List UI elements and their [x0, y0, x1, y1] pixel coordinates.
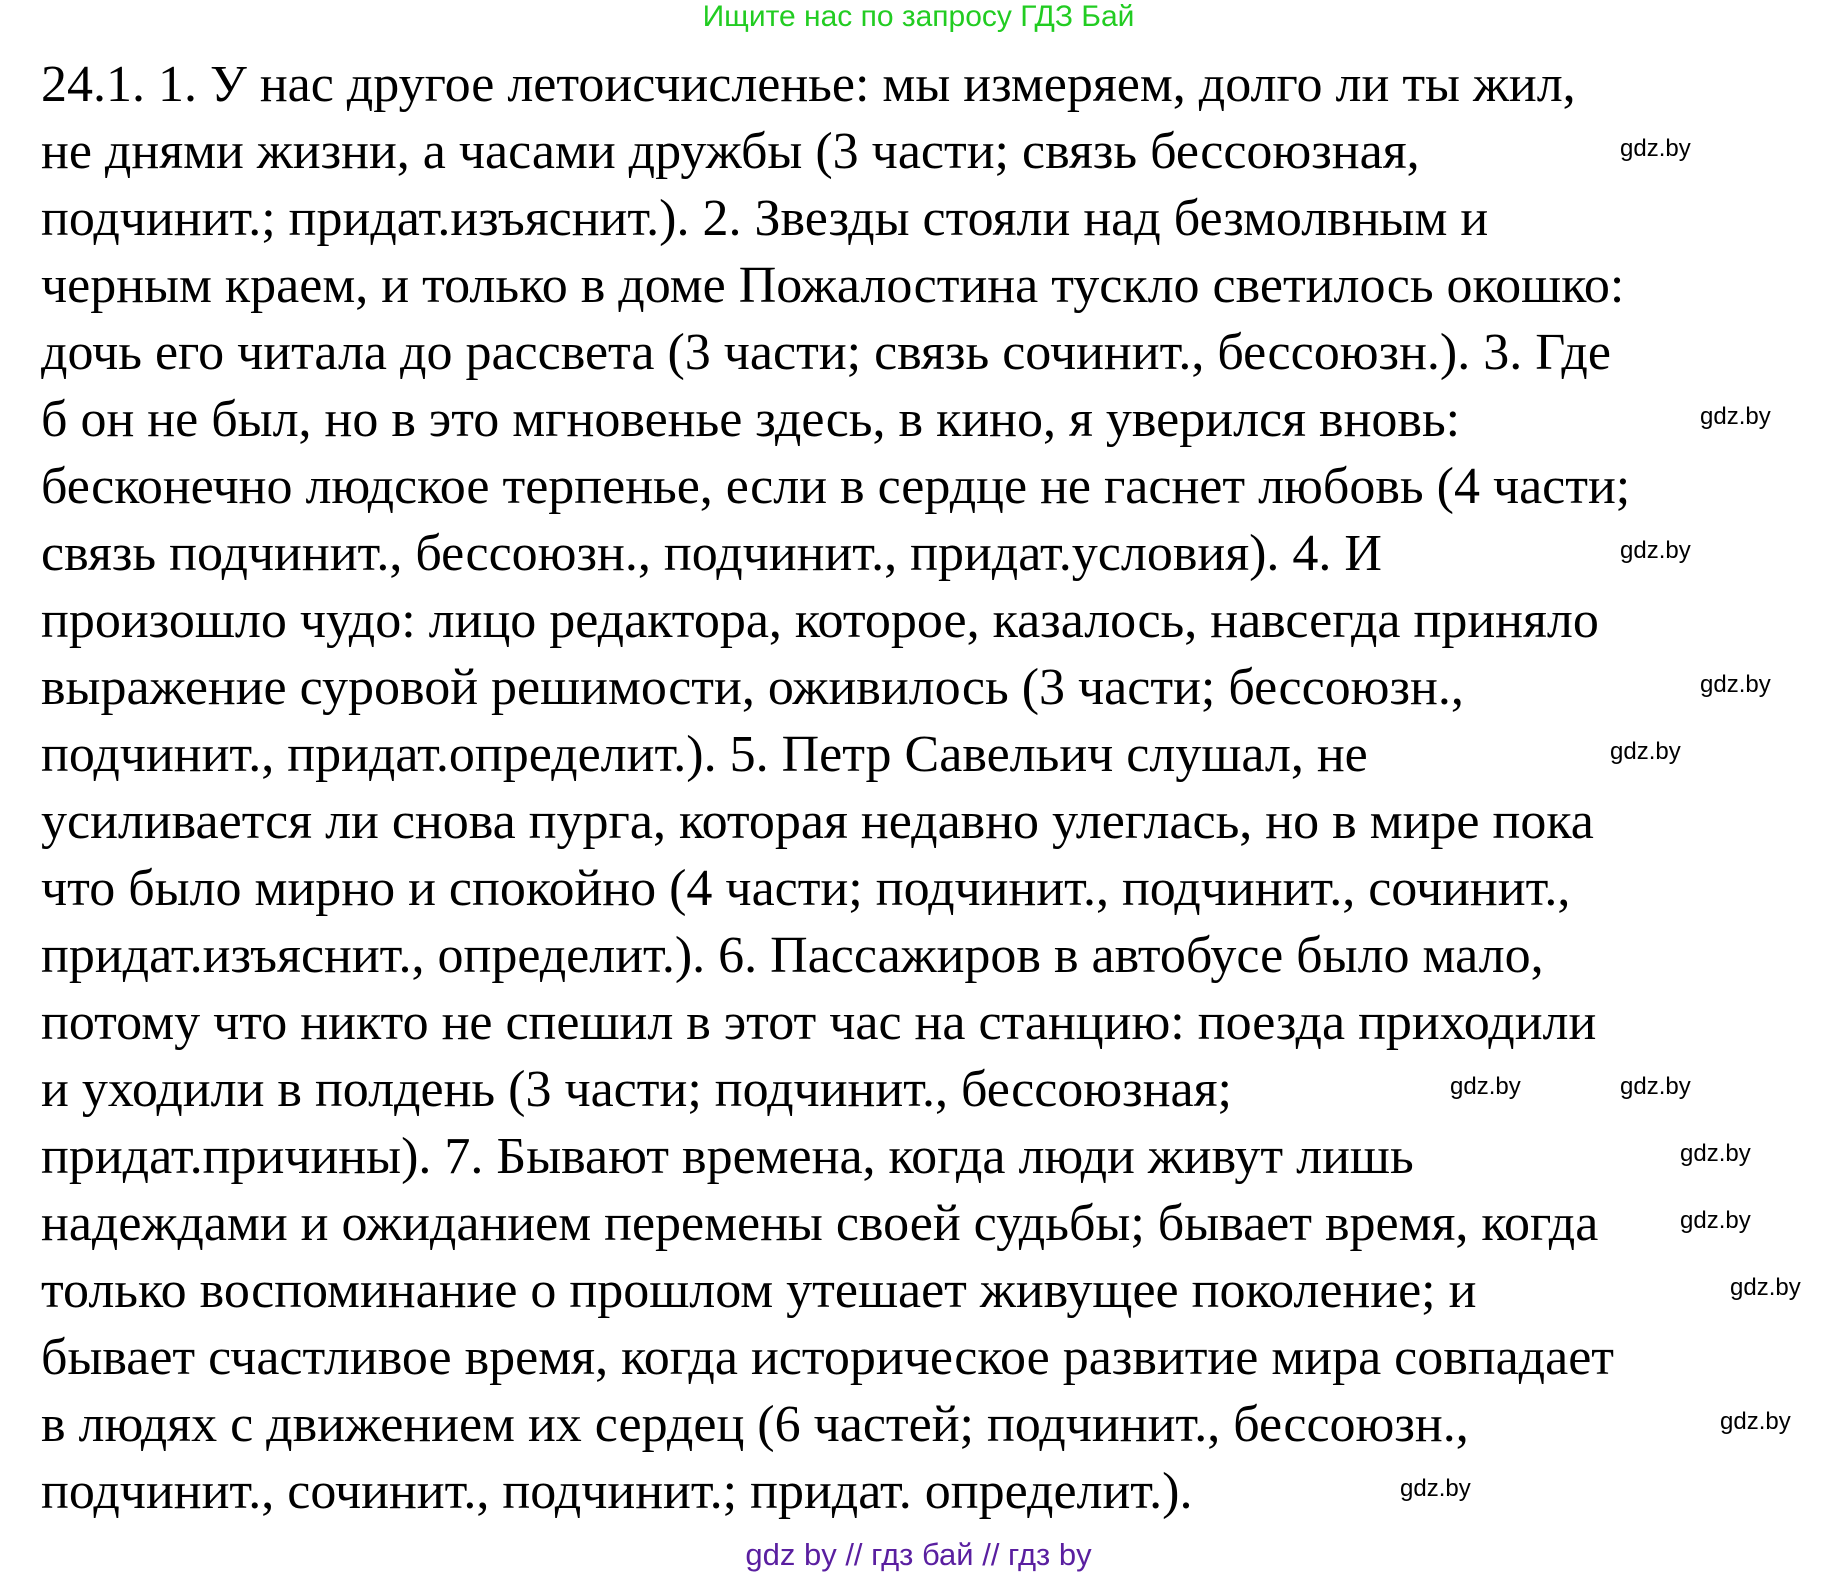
text-line: не днями жизни, а часами дружбы (3 части; связь бессоюзная, — [41, 123, 1420, 180]
watermark: gdz.by — [1450, 1073, 1521, 1100]
text-row — [41, 1458, 1630, 1525]
text-row — [41, 118, 1630, 185]
text-line: произошло чудо: лицо редактора, которое, казалось, навсегда приняло — [41, 592, 1599, 649]
text-line: подчинит., придат.определит.). 5. Петр Савельич слушал, не — [41, 726, 1368, 783]
footer-links — [0, 1538, 1837, 1572]
watermark: gdz.by — [1610, 738, 1681, 765]
text-row — [41, 1190, 1630, 1257]
text-row — [41, 252, 1630, 319]
text-row — [41, 51, 1630, 118]
text-line: в людях с движением их сердец (6 частей; подчинит., бессоюзн., — [41, 1396, 1469, 1453]
text-line: что было мирно и спокойно (4 части; подчинит., подчинит., сочинит., — [41, 860, 1571, 917]
text-row — [41, 1391, 1630, 1458]
watermark: gdz.by — [1680, 1140, 1751, 1167]
text-row — [41, 1056, 1630, 1123]
text-line: усиливается ли снова пурга, которая недавно улеглась, но в мире пока — [41, 793, 1594, 850]
text-line: только воспоминание о прошлом утешает живущее поколение; и — [41, 1262, 1477, 1319]
search-hint-banner — [0, 0, 1837, 34]
watermark: gdz.by — [1730, 1274, 1801, 1301]
text-row — [41, 855, 1630, 922]
text-row — [41, 1257, 1630, 1324]
text-line: подчинит.; придат.изъяснит.). 2. Звезды стояли над безмолвным и — [41, 190, 1489, 247]
text-row — [41, 453, 1630, 520]
text-row — [41, 989, 1630, 1056]
text-row — [41, 185, 1630, 252]
text-line: б он не был, но в это мгновенье здесь, в кино, я уверился вновь: — [41, 391, 1461, 448]
text-line: и уходили в полдень (3 части; подчинит., бессоюзная; — [41, 1061, 1232, 1118]
watermark: gdz.by — [1620, 537, 1691, 564]
text-line: 24.1. 1. У нас другое летоисчисленье: мы измеряем, долго ли ты жил, — [41, 56, 1576, 113]
text-line: потому что никто не спешил в этот час на станцию: поезда приходили — [41, 994, 1597, 1051]
text-line: черным краем, и только в доме Пожалостина тускло светилось окошко: — [41, 257, 1625, 314]
watermark: gdz.by — [1720, 1408, 1791, 1435]
text-row — [41, 386, 1630, 453]
watermark: gdz.by — [1620, 1073, 1691, 1100]
answer-text — [41, 51, 1630, 1525]
text-line: бывает счастливое время, когда историческое развитие мира совпадает — [41, 1329, 1615, 1386]
text-row — [41, 520, 1630, 587]
watermark: gdz.by — [1620, 135, 1691, 162]
search-hint-text: Ищите нас по запросу ГДЗ Бай — [702, 0, 1135, 33]
text-line: выражение суровой решимости, оживилось (3 части; бессоюзн., — [41, 659, 1464, 716]
text-line: дочь его читала до рассвета (3 части; связь сочинит., бессоюзн.). 3. Где — [41, 324, 1611, 381]
text-line: придат.изъяснит., определит.). 6. Пассажиров в автобусе было мало, — [41, 927, 1544, 984]
watermark: gdz.by — [1680, 1207, 1751, 1234]
watermark: gdz.by — [1700, 403, 1771, 430]
text-row — [41, 922, 1630, 989]
text-row — [41, 587, 1630, 654]
watermark: gdz.by — [1400, 1475, 1471, 1502]
text-row — [41, 788, 1630, 855]
footer-text: gdz by // гдз бай // гдз by — [745, 1537, 1092, 1572]
text-line: связь подчинит., бессоюзн., подчинит., придат.условия). 4. И — [41, 525, 1382, 582]
text-row — [41, 1324, 1630, 1391]
text-line: придат.причины). 7. Бывают времена, когда люди живут лишь — [41, 1128, 1414, 1185]
text-row — [41, 654, 1630, 721]
text-row — [41, 1123, 1630, 1190]
watermark: gdz.by — [1700, 671, 1771, 698]
text-row — [41, 721, 1630, 788]
text-row — [41, 319, 1630, 386]
text-line: надеждами и ожиданием перемены своей судьбы; бывает время, когда — [41, 1195, 1599, 1252]
text-line: подчинит., сочинит., подчинит.; придат. определит.). — [41, 1463, 1193, 1520]
text-line: бесконечно людское терпенье, если в сердце не гаснет любовь (4 части; — [41, 458, 1631, 515]
